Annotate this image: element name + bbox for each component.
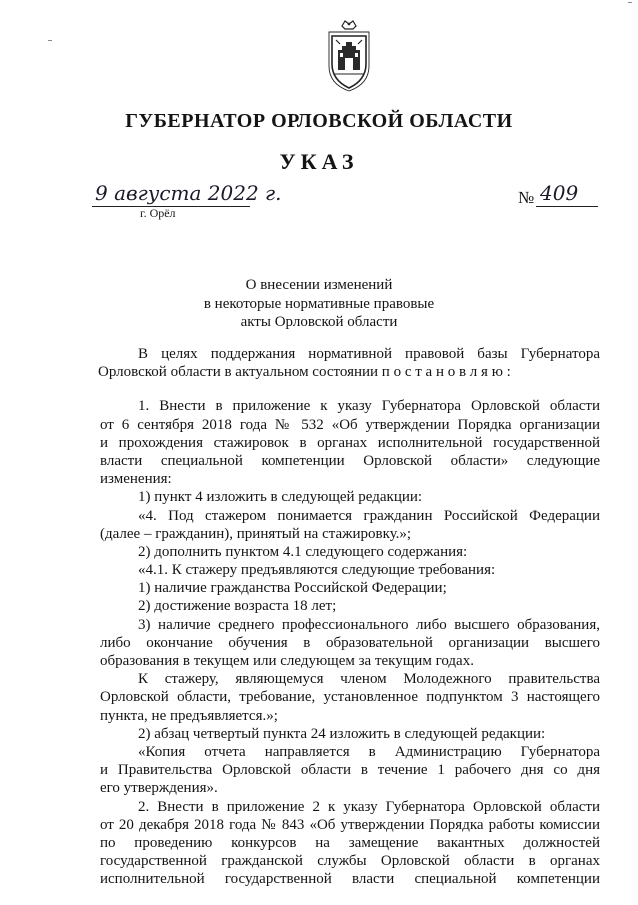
body-line: «4.1. К стажеру предъявляются следующие требования:	[138, 562, 496, 579]
body-line: 1) пункт 4 изложить в следующей редакции:	[138, 489, 423, 506]
body-line: и Правительства Орловской области в течение 1 рабочего дня со дня	[100, 762, 600, 779]
number-underline	[536, 206, 598, 207]
body-line: пункта, не предъявляется.»;	[100, 707, 278, 724]
body-line: Орловской области, требование, установленное подпунктом 3 настоящего	[100, 689, 600, 706]
body-line: изменения:	[100, 471, 172, 488]
document-type: УКАЗ	[279, 149, 359, 174]
issuing-authority: ГУБЕРНАТОР ОРЛОВСКОЙ ОБЛАСТИ	[125, 110, 513, 132]
body-line: и прохождения стажировок в органах исполнительной государственной	[100, 434, 600, 451]
body-line: его утверждения».	[100, 780, 218, 797]
document-title	[0, 276, 638, 332]
body-line: (далее – гражданин), принятый на стажировку.»;	[100, 525, 412, 542]
scan-mark	[628, 2, 632, 3]
title-line: акты Орловской области	[240, 314, 398, 330]
body-line: «Копия отчета направляется в Администрацию Губернатора	[138, 743, 600, 760]
decree-body	[100, 345, 600, 888]
body-line: от 6 сентября 2018 года № 532 «Об утверждении Порядка организации	[100, 416, 600, 433]
title-line: в некоторые нормативные правовые	[203, 295, 435, 312]
body-line: власти специальной компетенции Орловской области» следующие	[100, 452, 600, 469]
body-line: 1) наличие гражданства Российской Федерации;	[138, 580, 447, 597]
preamble-line: В целях поддержания нормативной правовой базы Губернатора	[138, 346, 600, 362]
scan-mark	[48, 40, 52, 41]
coat-of-arms-icon	[326, 20, 372, 92]
body-line: 2) достижение возраста 18 лет;	[138, 598, 337, 615]
body-line: от 20 декабря 2018 года № 843 «Об утверждении Порядка работы комиссии	[100, 816, 600, 833]
body-line: 1. Внести в приложение к указу Губернатора Орловской области	[138, 398, 600, 415]
body-line: образования в текущем или следующем за текущим годах.	[100, 653, 474, 669]
handwritten-date: 9 августа 2022 г.	[95, 181, 282, 205]
body-line: 2. Внести в приложение 2 к указу Губернатора Орловской области	[138, 798, 600, 815]
preamble-line: Орловской области в актуальном состоянии п о с т а н о в л я ю :	[98, 364, 511, 381]
body-line: «4. Под стажером понимается гражданин Российской Федерации	[138, 507, 600, 524]
body-line: 3) наличие среднего профессионального либо высшего образования,	[138, 616, 600, 633]
handwritten-number: 409	[540, 181, 579, 205]
number-label: №	[518, 188, 535, 207]
paragraph-gap	[100, 381, 600, 397]
body-line: 2) абзац четвертый пункта 24 изложить в следующей редакции:	[138, 725, 546, 742]
body-line: по проведению конкурсов на замещение вакантных должностей	[100, 834, 600, 851]
body-line: государственной гражданской службы Орловской области в органах	[100, 853, 600, 870]
title-line: О внесении изменений	[245, 277, 393, 293]
body-line: 2) дополнить пунктом 4.1 следующего содержания:	[138, 543, 468, 560]
body-line: исполнительной государственной власти специальной компетенции	[100, 871, 600, 888]
city: г. Орёл	[140, 206, 176, 220]
body-line: К стажеру, являющемуся членом Молодежного правительства	[138, 671, 600, 688]
body-line: либо окончание обучения в образовательной организации высшего	[100, 634, 600, 651]
